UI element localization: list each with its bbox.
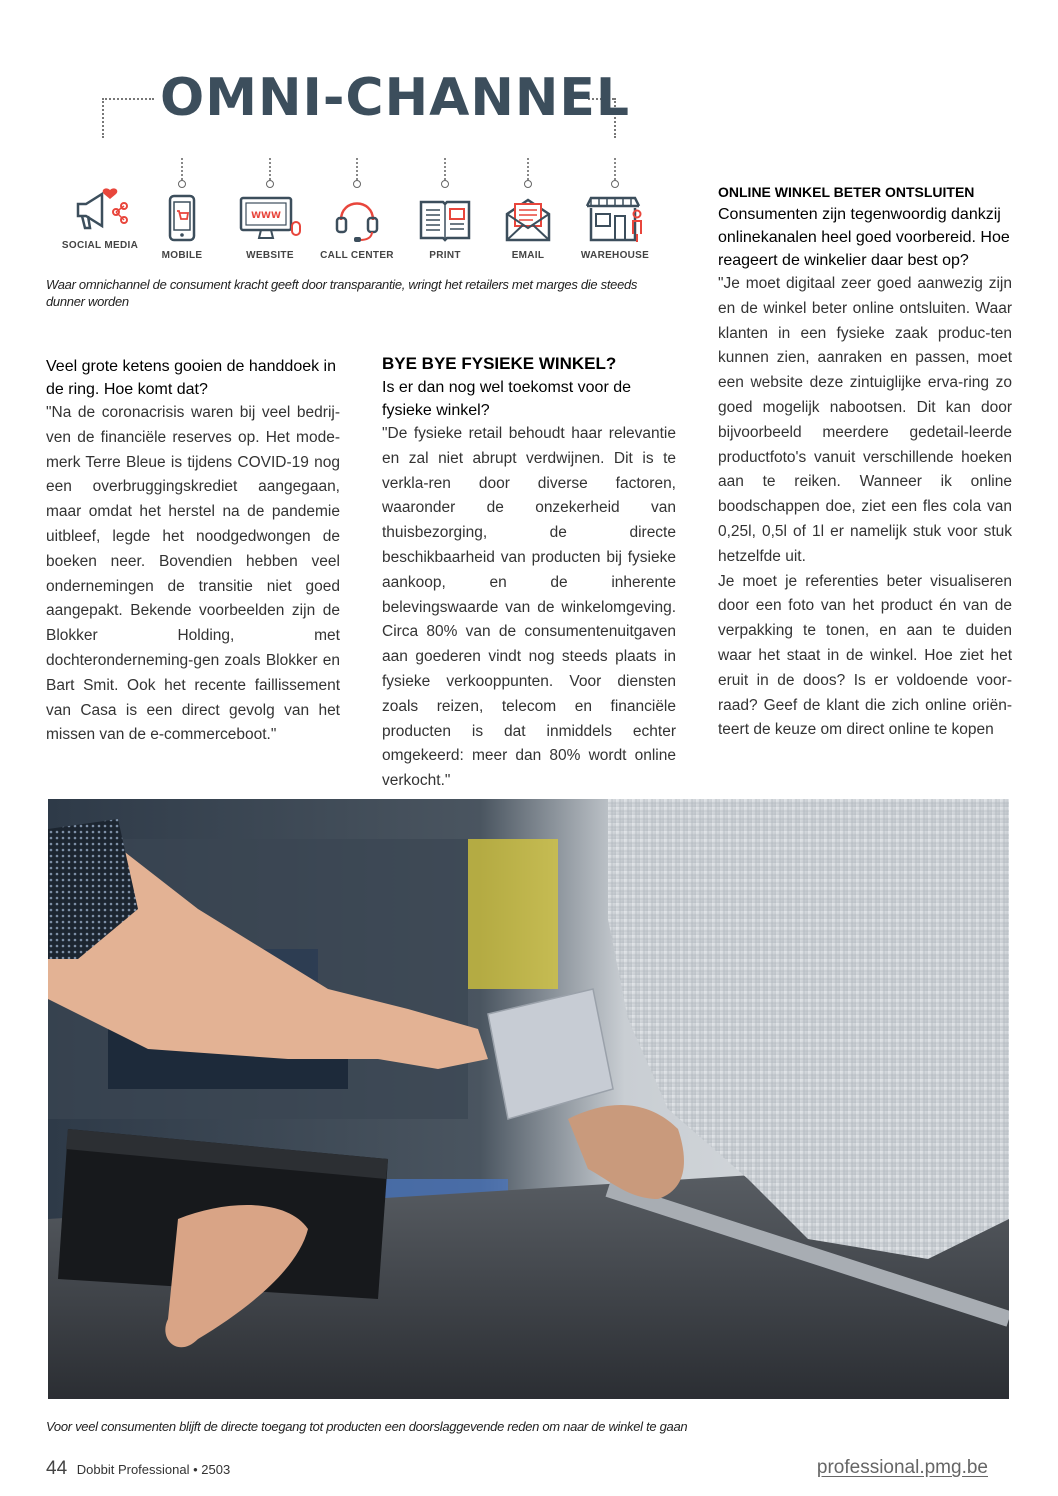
column-1 bbox=[46, 355, 340, 748]
newspaper-icon bbox=[417, 194, 473, 244]
interview-question: Consumenten zijn tegenwoordig dankzij onlinekanalen heel goed voorbereid. Hoe reageert de winkelier daar best op? bbox=[718, 206, 1010, 269]
page-number: 44 bbox=[46, 1458, 68, 1479]
dotted-frame-left bbox=[102, 98, 154, 100]
checkout-photo bbox=[48, 799, 1009, 1399]
channel-label: MOBILE bbox=[161, 250, 203, 261]
section-heading: BYE BYE FYSIEKE WINKEL? bbox=[382, 354, 617, 373]
channel-label: SOCIAL MEDIA bbox=[61, 240, 139, 251]
interview-answer: "Je moet digitaal zeer goed aanwezig zijn en de winkel beter online ontsluiten. Waar klanten in een fysieke zaak produc-ten kunnen zien, aanraken en passen, moet een website deze zintuiglijke erva-ring zo goed mogelijk nabootsen. Dit kan door bijvoorbeeld meerdere gedetail-leerde productfoto's vanuit verschillende hoeken aan te reiken. Wanneer ik online boodschappen doe, ziet een fles cola van 0,25l, 0,5l of 1l er namelijk stuk voor stuk hetzelfde uit. bbox=[718, 275, 1012, 565]
column-3 bbox=[718, 181, 1012, 743]
headset-icon bbox=[332, 194, 382, 244]
interview-answer: "De fysieke retail behoudt haar relevantie en zal niet abrupt verdwijnen. Dit is te verkla-ren door diverse factoren, waaronder de onzekerheid van thuisbezorging, de directe beschikbaarheid van producten bij fysieke aankoop, en de inherente belevingswaarde van de winkelomgeving. Circa 80% van de consumentenuitgaven aan goederen vindt nog steeds plaats in fysieke verkooppunten. Voor diensten zoals reizen, telecom en financiële producten is dat inmiddels echter omgekeerd: meer dan 80% wordt online verkocht." bbox=[382, 425, 676, 790]
publication-name: Dobbit Professional • 2503 bbox=[76, 1462, 231, 1477]
section-heading: ONLINE WINKEL BETER ONTSLUITEN bbox=[718, 184, 975, 200]
www-text: WWW bbox=[251, 211, 281, 221]
interview-answer: "Na de coronacrisis waren bij veel bedrij-ven de financiële reserves op. Het mode-merk Terre Bleue is tijdens COVID-19 nog een overbruggingskrediet aangegaan, maar omdat het herstel na de pandemie uitbleef, legde het noodgedwongen de boeken neer. Bovendien hebben veel ondernemingen de transitie niet goed aangepakt. Bekende voorbeelden zijn de Blokker Holding, met dochteronderneming-gen zoals Blokker en Bart Smit. Ook het recente faillissement van Casa is een direct gevolg van het missen van de e-commerceboot." bbox=[46, 404, 340, 744]
checkout-photo-illustration bbox=[48, 799, 1009, 1399]
channel-website bbox=[225, 158, 315, 261]
page-footer bbox=[46, 1458, 230, 1480]
interview-answer-continued: Je moet je referenties beter visualiseren door een foto van het product én van de verpakking te tonen, en aan te duiden waar het staat in de winkel. Hoe ziet het eruit in de doos? Is er voldoende voor-raad? Geef de klant die zich online oriën-teert de keuze om direct online te kopen bbox=[718, 572, 1012, 739]
megaphone-icon bbox=[72, 184, 128, 234]
channel-label: PRINT bbox=[429, 250, 461, 261]
channel-label: EMAIL bbox=[511, 250, 545, 261]
warehouse-icon bbox=[583, 194, 647, 244]
channel-mobile bbox=[137, 158, 227, 261]
channel-label: WAREHOUSE bbox=[580, 250, 650, 261]
channel-label: WEBSITE bbox=[246, 250, 294, 261]
website-link[interactable]: professional.pmg.be bbox=[816, 1457, 988, 1478]
column-2 bbox=[382, 352, 676, 794]
dotted-frame-left-drop bbox=[102, 98, 104, 138]
website-icon bbox=[237, 194, 303, 244]
channel-email bbox=[483, 158, 573, 261]
email-icon bbox=[503, 194, 553, 244]
graphic-caption: Waar omnichannel de consument kracht geeft door transparantie, wringt het retailers met marges die steeds dunner worden bbox=[46, 277, 638, 309]
channel-call-center bbox=[312, 158, 402, 261]
channel-social-media bbox=[55, 158, 145, 251]
omni-channel-graphic bbox=[40, 60, 660, 260]
channel-print bbox=[400, 158, 490, 261]
interview-question: Is er dan nog wel toekomst voor de fysieke winkel? bbox=[382, 379, 632, 419]
photo-caption: Voor veel consumenten blijft de directe toegang tot producten een doorslaggevende reden om naar de winkel te gaan bbox=[46, 1419, 688, 1434]
graphic-title: OMNI-CHANNEL bbox=[160, 68, 631, 128]
mobile-icon bbox=[162, 194, 202, 244]
channel-warehouse bbox=[570, 158, 660, 261]
interview-question: Veel grote ketens gooien de handdoek in de ring. Hoe komt dat? bbox=[46, 358, 337, 398]
channel-label: CALL CENTER bbox=[320, 250, 394, 261]
